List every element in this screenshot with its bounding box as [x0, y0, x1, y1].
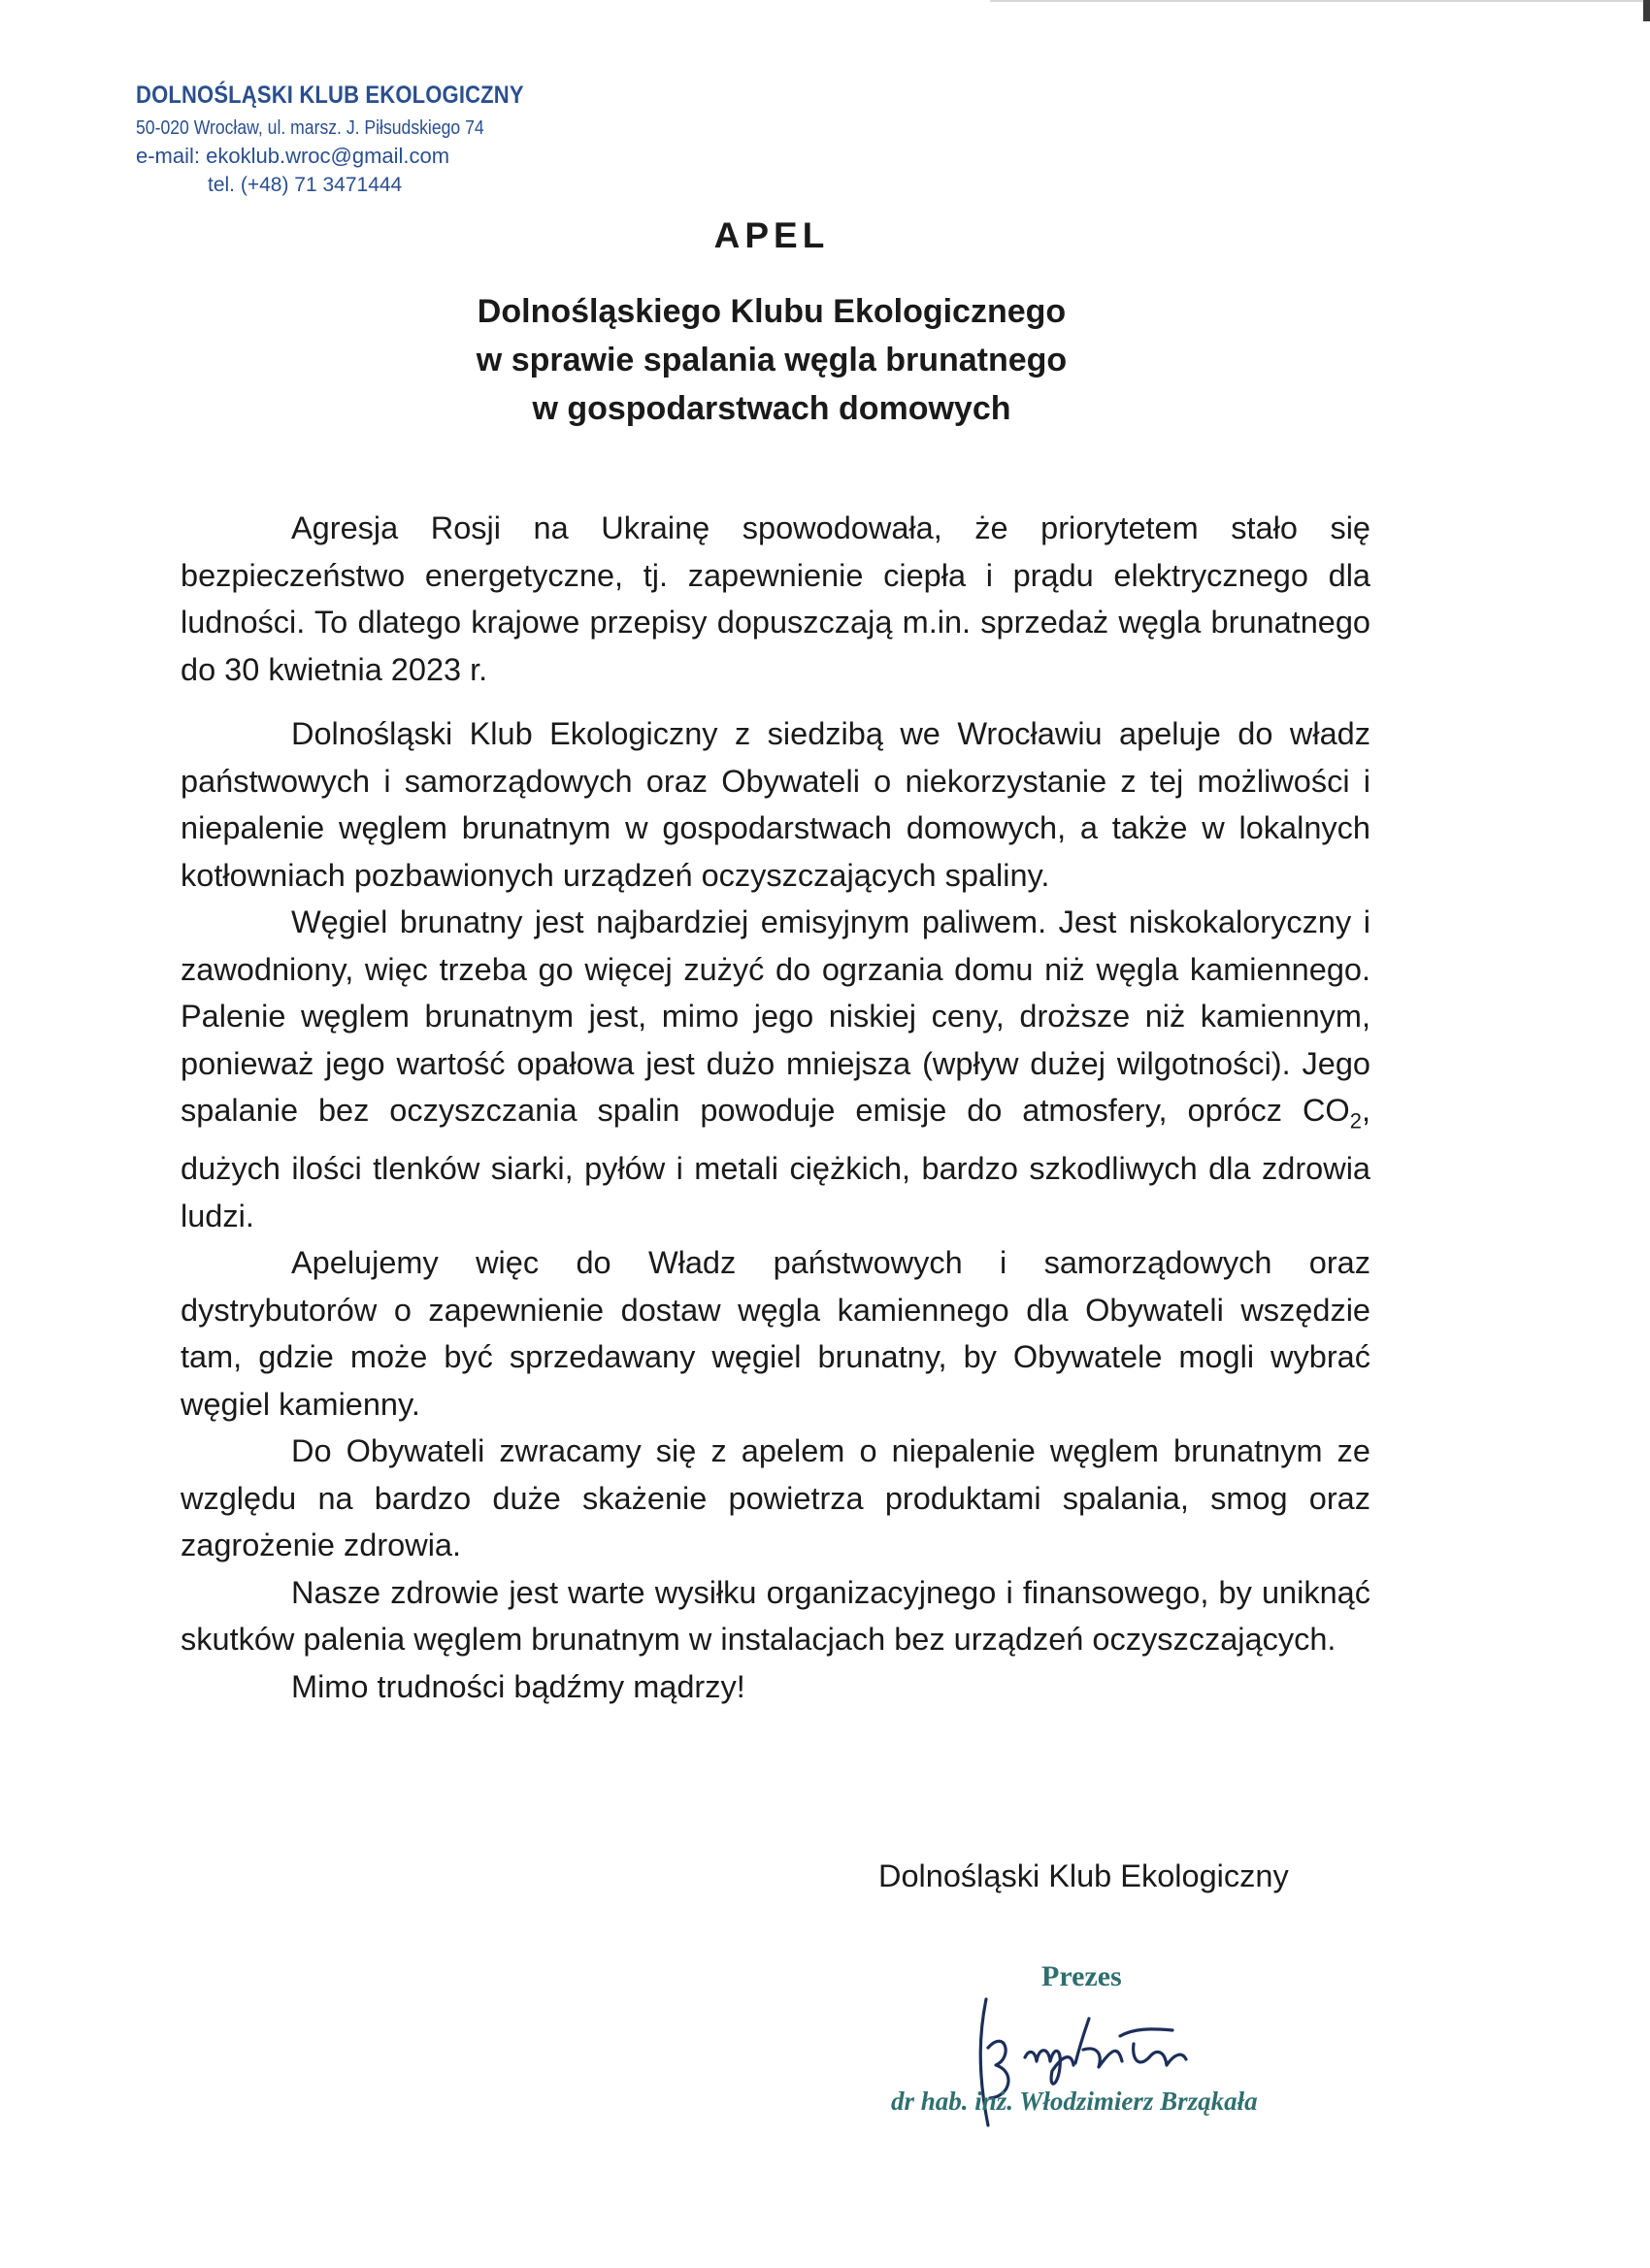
stamp-title: Prezes	[1041, 1960, 1122, 1992]
letterhead-address: 50-020 Wrocław, ul. marsz. J. Piłsudskiego 74	[136, 116, 484, 139]
letterhead	[136, 80, 524, 198]
paragraph-2: Dolnośląski Klub Ekologiczny z siedzibą we Wrocławiu apeluje do władz państwowych i samorządowych oraz Obywateli o niekorzystanie z tej możliwości i niepalenie węglem brunatnym w gospodarstwach domowych, a także w lokalnych kotłowniach pozbawionych urządzeń oczyszczających spaliny.	[181, 716, 1370, 893]
letterhead-name: DOLNOŚLĄSKI KLUB EKOLOGICZNY	[136, 82, 524, 109]
document-title: APEL	[713, 215, 830, 255]
letterhead-email: e-mail: ekoklub.wroc@gmail.com	[136, 143, 450, 168]
paragraph-3-text-a: Węgiel brunatny jest najbardziej emisyjnym paliwem. Jest niskokaloryczny i zawodniony, więc trzeba go więcej zużyć do ogrzania domu niż węgla kamiennego. Palenie węglem brunatnym jest, mimo jego niskiej ceny, droższe niż kamiennym, ponieważ jego wartość opałowa jest dużo mniejsza (wpływ dużej wilgotności). Jego spalanie bez oczyszczania spalin powoduje emisje do atmosfery, oprócz CO	[181, 904, 1370, 1128]
document-subtitle	[0, 287, 1543, 433]
paragraph-5: Do Obywateli zwracamy się z apelem o niepalenie węglem brunatnym ze względu na bardzo duże skażenie powietrza produktami spalania, smog oraz zagrożenie zdrowia.	[181, 1433, 1370, 1562]
subtitle-line: w sprawie spalania węgla brunatnego	[476, 342, 1068, 378]
appeal-body	[181, 505, 1370, 1710]
scan-edge-mark	[1643, 0, 1650, 21]
signature-organization: Dolnośląski Klub Ekologiczny	[878, 1858, 1289, 1893]
paragraph-3-text-b: , dużych ilości tlenków siarki, pyłów i metali ciężkich, bardzo szkodliwych dla zdrowia ludzi.	[181, 1093, 1370, 1233]
subtitle-line: w gospodarstwach domowych	[532, 390, 1011, 427]
paragraph-7: Mimo trudności bądźmy mądrzy!	[291, 1668, 745, 1704]
scan-border	[990, 0, 1650, 2]
paragraph-4: Apelujemy więc do Władz państwowych i samorządowych oraz dystrybutorów o zapewnienie dostaw węgla kamiennego dla Obywateli wszędzie tam, gdzie może być sprzedawany węgiel brunatny, by Obywatele mogli wybrać węgiel kamienny.	[181, 1245, 1370, 1422]
paragraph-6: Nasze zdrowie jest warte wysiłku organizacyjnego i finansowego, by uniknąć skutków palenia węglem brunatnym w instalacjach bez urządzeń oczyszczających.	[181, 1574, 1370, 1657]
paragraph-3	[181, 899, 1370, 1239]
subtitle-line: Dolnośląskiego Klubu Ekologicznego	[477, 293, 1067, 330]
co2-subscript: 2	[1349, 1108, 1362, 1134]
paragraph-1: Agresja Rosji na Ukrainę spowodowała, że priorytetem stało się bezpieczeństwo energetyczne, tj. zapewnienie ciepła i prądu elektrycznego dla ludności. To dlatego krajowe przepisy dopuszczają m.in. sprzedaż węgla brunatnego do 30 kwietnia 2023 r.	[181, 510, 1370, 687]
letterhead-phone: tel. (+48) 71 3471444	[208, 174, 403, 197]
handwritten-signature	[967, 1989, 1200, 2145]
stamp-name: dr hab. inż. Włodzimierz Brząkała	[891, 2087, 1258, 2116]
